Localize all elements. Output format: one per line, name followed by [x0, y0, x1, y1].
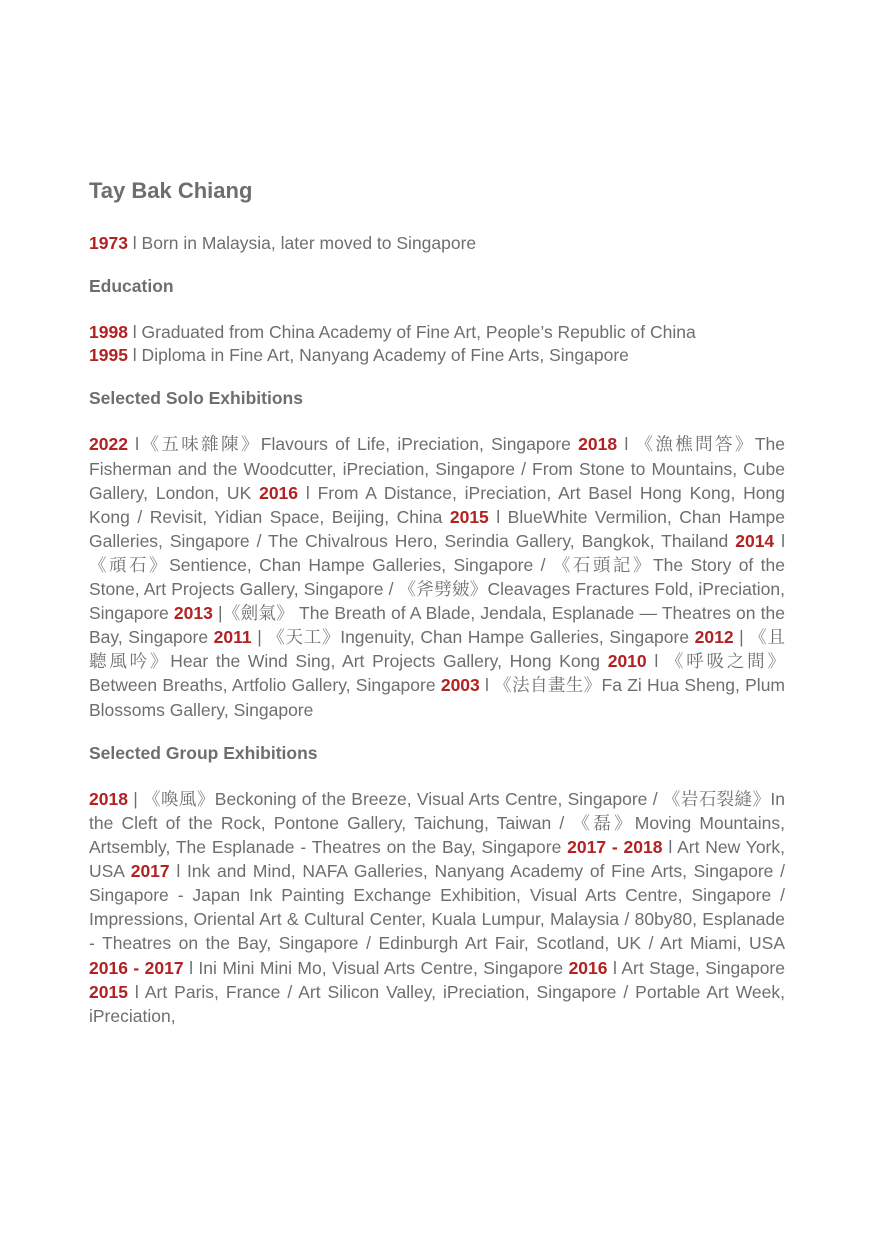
birth-line	[89, 232, 785, 255]
solo-text: | 《且聽風吟》Hear the Wind Sing, Art Projects Gallery, Hong Kong	[89, 627, 785, 672]
solo-exhibitions-paragraph	[89, 432, 785, 721]
solo-text: l BlueWhite Vermilion, Chan Hampe Galleries, Singapore / The Chivalrous Hero, Serindia Gallery, Bangkok, Thailand	[89, 506, 786, 551]
education-year: 1995	[89, 344, 128, 365]
cv-page	[89, 175, 785, 1028]
group-year: 2017	[130, 861, 170, 882]
solo-year: 2013	[173, 603, 213, 624]
solo-year: 2022	[89, 434, 128, 455]
solo-text: | 《天工》Ingenuity, Chan Hampe Galleries, Singapore	[251, 627, 695, 648]
solo-text: l 《漁樵問答》The Fisherman and the Woodcutter, iPreciation, Singapore / From Stone to Mountains, Cube Gallery, London, UK	[89, 434, 785, 503]
group-text: l Ink and Mind, NAFA Galleries, Nanyang Academy of Fine Arts, Singapore / Singapore - Japan Ink Painting Exchange Exhibition, Visual Arts Centre, Singapore / Impressions, Oriental Art & Cultural Center, Kuala Lumpur, Malaysia / 80by80, Esplanade - Theatres on the Bay, Singapore / Edinburgh Art Fair, Scotland, UK / Art Miami, USA	[89, 861, 785, 954]
group-exhibitions-heading: Selected Group Exhibitions	[89, 742, 318, 763]
group-text: l Art Stage, Singapore	[607, 957, 785, 978]
birth-year: 1973	[89, 233, 128, 253]
education-text: l Graduated from China Academy of Fine Art, People’s Republic of China	[127, 321, 696, 342]
group-text: l Art New York, USA	[89, 837, 785, 882]
education-text: l Diploma in Fine Art, Nanyang Academy of Fine Arts, Singapore	[127, 344, 629, 365]
solo-year: 2014	[735, 530, 775, 551]
solo-text: l《五味雜陳》Flavours of Life, iPreciation, Singapore	[127, 434, 579, 455]
artist-name: Tay Bak Chiang	[89, 178, 253, 203]
group-year: 2017 - 2018	[567, 837, 663, 858]
solo-year: 2010	[607, 651, 647, 672]
group-year: 2015	[89, 981, 128, 1002]
education-heading: Education	[89, 276, 174, 297]
group-year: 2018	[89, 788, 128, 809]
education-entry	[89, 321, 785, 344]
education-year: 1998	[89, 321, 128, 342]
solo-year: 2012	[694, 627, 734, 648]
solo-year: 2011	[213, 627, 252, 648]
solo-text: l 《呼吸之間》Between Breaths, Artfolio Gallery, Singapore	[89, 651, 785, 696]
birth-text: l Born in Malaysia, later moved to Singapore	[127, 233, 477, 253]
solo-year: 2018	[578, 434, 618, 455]
solo-text: l 《頑石》Sentience, Chan Hampe Galleries, Singapore / 《石頭記》The Story of the Stone, Art Projects Gallery, Singapore / 《斧劈皴》Cleavages Fractures Fold, iPreciation, Singapore	[89, 530, 785, 624]
group-text: l Ini Mini Mini Mo, Visual Arts Centre, Singapore	[183, 957, 569, 978]
solo-exhibitions-heading: Selected Solo Exhibitions	[89, 388, 303, 409]
group-year: 2016 - 2017	[89, 957, 184, 978]
education-list	[89, 321, 785, 368]
solo-year: 2016	[259, 482, 299, 503]
solo-year: 2003	[440, 675, 480, 696]
group-text: | 《喚風》Beckoning of the Breeze, Visual Arts Centre, Singapore / 《岩石裂縫》In the Cleft of the Rock, Pontone Gallery, Taichung, Taiwan / 《磊》Moving Mountains, Artsembly, The Esplanade - Theatres on the Bay, Singapore	[89, 788, 785, 858]
solo-text: l From A Distance, iPreciation, Art Basel Hong Kong, Hong Kong / Revisit, Yidian Space, Beijing, China	[89, 482, 785, 527]
solo-year: 2015	[449, 506, 489, 527]
solo-text: l 《法自畫生》Fa Zi Hua Sheng, Plum Blossoms Gallery, Singapore	[89, 675, 786, 720]
group-text: l Art Paris, France / Art Silicon Valley, iPreciation, Singapore / Portable Art Week, iPreciation,	[89, 981, 785, 1026]
group-year: 2016	[568, 957, 608, 978]
education-entry	[89, 344, 785, 367]
group-exhibitions-paragraph	[89, 787, 785, 1028]
solo-text: |《劍氣》 The Breath of A Blade, Jendala, Esplanade — Theatres on the Bay, Singapore	[89, 603, 785, 648]
